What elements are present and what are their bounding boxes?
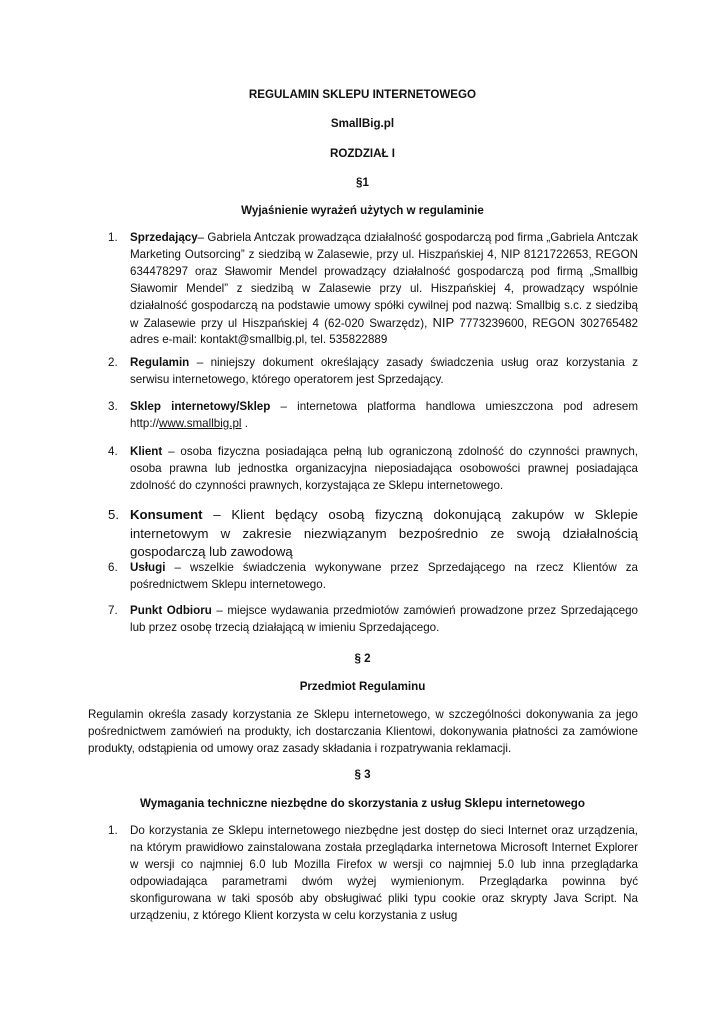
section-1-number: §1 — [356, 176, 369, 189]
definition-konsument — [130, 506, 638, 562]
list-number: 4. — [108, 445, 118, 458]
list-number: 6. — [108, 561, 118, 574]
definition-term: Usługi — [130, 561, 166, 574]
list-number: 5. — [108, 507, 119, 522]
document-title: REGULAMIN SKLEPU INTERNETOWEGO — [248, 88, 477, 101]
section-1-heading: Wyjaśnienie wyrażeń użytych w regulaminie — [241, 204, 484, 217]
definition-text: – miejsce wydawania przedmiotów zamówień prowadzone przez Sprzedającego lub przez osobę trzecią działającą w imieniu Sprzedającego. — [130, 604, 638, 634]
section-2-heading: Przedmiot Regulaminu — [299, 680, 426, 693]
definition-sprzedajacy — [130, 230, 638, 349]
definition-term: Regulamin — [130, 356, 190, 369]
list-number: 7. — [108, 604, 118, 617]
definition-text: – niniejszy dokument określający zasady świadczenia usług oraz korzystania z serwisu internetowego, którego operatorem jest Sprzedający. — [130, 356, 638, 386]
section-3-heading: Wymagania techniczne niezbędne do skorzystania z usług Sklepu internetowego — [140, 797, 585, 810]
definition-text: – internetowa platforma handlowa umieszczona pod adresem http:// — [130, 400, 638, 430]
list-number: 3. — [108, 400, 118, 413]
list-number: 1. — [108, 231, 118, 244]
section-2-paragraph: Regulamin określa zasady korzystania ze Sklepu internetowego, w szczególności dokonywania za jego pośrednictwem zamówień na produkty, ich dostarczania Klientowi, dokonywania płatności za zamówione produkty, odstąpienia od umowy oraz zasady składania i rozpatrywania reklamacji. — [88, 708, 638, 755]
definition-text: – Gabriela Antczak prowadząca działalność gospodarczą pod firma „Gabriela Antczak Marketing Outsorcing” z siedzibą w Zalasewie, przy ul. Hiszpańskiej 4, NIP 8121722653, REGON 634478297 oraz Sławomir Mendel prowadzący działalność gospodarczą pod firmą „Smallbig Sławomir Mendel” z siedzibą w Zalasewie przy ul. Hiszpańskiej 4, prowadzący wspólnie działalność gospodarczą na podstawie umowy spółki cywilnej pod nazwą: Smallbig s.c. z siedzibą w Zalasewie przy ul Hiszpańskiej 4 (62-020 Swarzędz), — [130, 231, 638, 330]
site-name: SmallBig.pl — [330, 117, 395, 130]
definition-sklep — [130, 399, 638, 433]
nip-label: NIP — [432, 314, 455, 330]
definition-text: – wszelkie świadczenia wykonywane przez Sprzedającego na rzecz Klientów za pośrednictwem Sklepu internetowego. — [130, 561, 638, 591]
definition-text: – Klient będący osobą fizyczną dokonującą zakupów w Sklepie internetowym w zakresie niezwiązanym bezpośrednio ze swoją działalnością gospodarczą lub zawodową — [130, 507, 638, 559]
technical-requirement-1: Do korzystania ze Sklepu internetowego niezbędne jest dostęp do sieci Internet oraz urządzenia, na którym prawidłowo zainstalowana została przeglądarka internetowa Microsoft Internet Explorer w wersji co najmniej 6.0 lub Mozilla Firefox w wersji co najmniej 5.0 lub inna przeglądarka odpowiadająca parametrami dwóm wyżej wymienionym. Przeglądarka powinna być skonfigurowana w taki sposób aby obsługiwać pliki typu cookie oraz skrypty Java Script. Na urządzeniu, z którego Klient korzysta w celu korzystania z usług — [130, 824, 638, 922]
definition-uslugi — [130, 560, 638, 594]
chapter-heading: ROZDZIAŁ I — [329, 147, 396, 160]
definition-term: Klient — [130, 445, 163, 458]
definition-punkt-odbioru — [130, 603, 638, 637]
definition-regulamin — [130, 355, 638, 389]
section-3-number: § 3 — [354, 768, 371, 781]
definition-term: Punkt Odbioru — [130, 604, 212, 617]
list-number: 1. — [108, 824, 118, 837]
definition-term: Konsument — [130, 507, 203, 522]
definition-text-continued: 7773239600, REGON 302765482 adres e-mail: kontakt@smallbig.pl, tel. 535822889 — [130, 316, 638, 347]
definition-text-end: . — [241, 416, 248, 430]
shop-link[interactable]: www.smallbig.pl — [159, 416, 242, 430]
definition-klient — [130, 444, 638, 495]
section-2-number: § 2 — [354, 652, 371, 665]
definition-term: Sprzedający — [130, 231, 198, 244]
definition-text: – osoba fizyczna posiadająca pełną lub ograniczoną zdolność do czynności prawnych, osoba prawna lub jednostka organizacyjna nieposiadająca osobowości prawnej posiadająca zdolność do czynności prawnych, korzystająca ze Sklepu internetowego. — [130, 445, 638, 492]
definition-term: Sklep internetowy/Sklep — [130, 400, 271, 413]
list-number: 2. — [108, 356, 118, 369]
